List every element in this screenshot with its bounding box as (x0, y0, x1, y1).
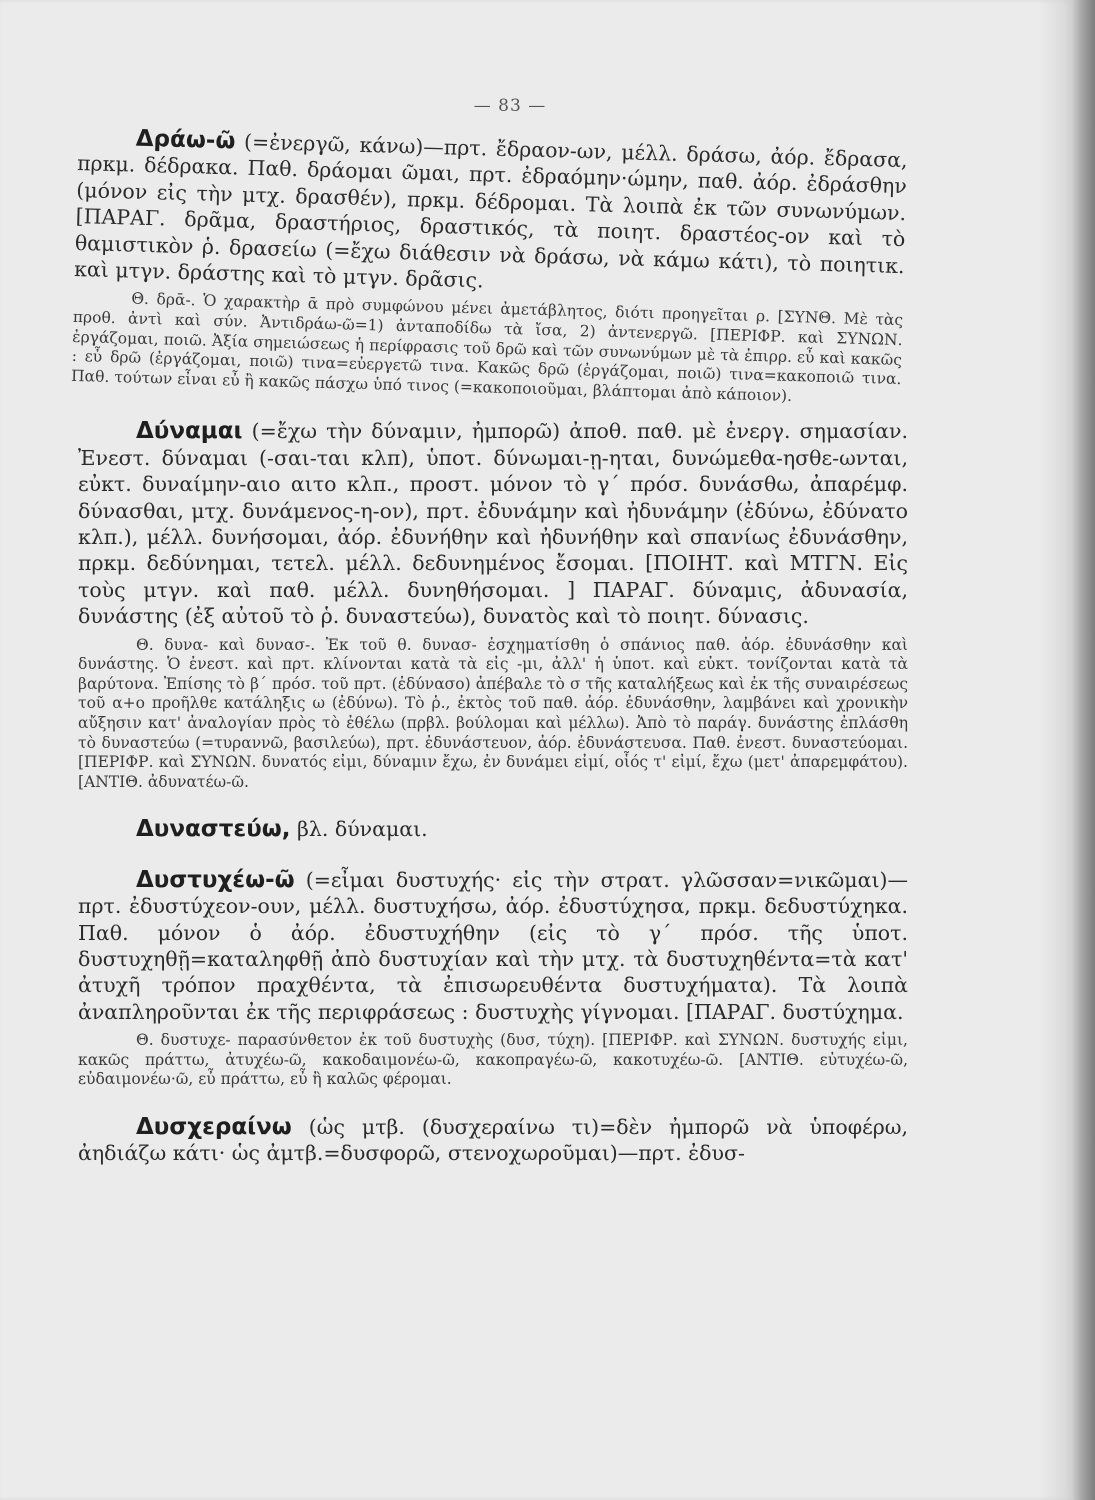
entry-text: (=ἔχω τὴν δύναμιν, ἠμπορῶ) ἀποθ. παθ. μὲ ἐνεργ. σημασίαν. Ἐνεστ. δύναμαι (-σαι-ται κλπ), ὑποτ. δύνωμαι-ῃ-ηται, δυνώμεθα-ησθε-ωνται, εὐκτ. δυναίμην-αιο αιτο κλπ., προστ. μόνον τὸ γ΄ πρόσ. δυνάσθω, ἀπαρέμφ. δύνασθαι, μτχ. δυνάμενος-η-ον), πρτ. ἐδυνάμην καὶ ἠδυνάμην (ἐδύνω, ἐδύνατο κλπ.), μέλλ. δυνήσομαι, ἀόρ. ἐδυνήθην καὶ ἠδυνήθην καὶ σπανίως ἐδυνάσθην, πρκμ. δεδύνημαι, τετελ. μέλλ. δεδυνημένος ἔσομαι. [ΠΟΙΗΤ. καὶ ΜΤΓΝ. Εἰς τοὺς μτγν. καὶ παθ. μέλλ. δυνηθήσομαι. ] ΠΑΡΑΓ. δύναμις, ἀδυνασία, δυνάστης (ἐξ αὐτοῦ τὸ ῥ. δυναστεύω), δυνατὸς καὶ τὸ ποιητ. δύνασις. (78, 419, 908, 629)
entry-text: βλ. δύναμαι. (296, 817, 428, 842)
entry-dynamai (78, 418, 908, 792)
page-edge (1072, 0, 1095, 1500)
page-fold-shadow (1040, 0, 1072, 1500)
entry-text: (=εἶμαι δυστυχής· εἰς τὴν στρατ. γλῶσσαν=νικῶμαι)—πρτ. ἐδυστύχεον-ουν, μέλλ. δυστυχήσω, ἀόρ. ἐδυστύχησα, πρκμ. δεδυστύχηκα. Παθ. μόνον ὁ ἀόρ. ἐδυστυχήθην (εἰς τὸ γ΄ πρόσ. τῆς ὑποτ. δυστυχηθῇ=καταληφθῇ ἀπὸ δυστυχίαν καὶ τὴν μτχ. τὰ δυστυχηθέντα=τὰ κατ' ἀτυχῆ τρόπον πραχθέντα, τὰ ἐπισωρευθέντα δυστυχήματα). Τὰ λοιπὰ ἀναπληροῦνται ἐκ τῆς περιφράσεως : δυστυχὴς γίγνομαι. [ΠΑΡΑΓ. δυστύχημα. (78, 867, 908, 1024)
entry-dyscheraino (78, 1114, 908, 1167)
dictionary-content (70, 125, 908, 1191)
entry-text: (ὡς μτβ. (δυσχεραίνω τι)=δὲν ἠμπορῶ νὰ ὑποφέρω, ἀηδιάζω κάτι· ὡς ἀμτβ.=δυσφορῶ, στενοχωροῦμαι)—πρτ. ἐδυσ- (78, 1115, 908, 1166)
entry-body (78, 867, 908, 1025)
page-number: — 83 — (473, 96, 547, 116)
entry-body (78, 816, 908, 842)
entry-dynasteuo (78, 816, 908, 842)
headword: Δύναμαι (136, 418, 243, 445)
headword: Δυστυχέω-ῶ (136, 866, 295, 893)
entry-body (74, 124, 908, 306)
entry-dystycheo (78, 867, 908, 1090)
headword: Δράω-ῶ (135, 125, 236, 155)
entry-body (78, 418, 908, 629)
entry-note: Θ. δυνα- καὶ δυνασ-. Ἐκ τοῦ θ. δυνασ- ἐσχηματίσθη ὁ σπάνιος παθ. ἀόρ. ἐδυνάσθην καὶ δυνάστης. Ὁ ἐνεστ. καὶ πρτ. κλίνονται κατὰ τὰ εἰς -μι, ἀλλ' ἡ ὑποτ. καὶ εὐκτ. τονίζονται κατὰ τὰ βαρύτονα. Ἐπίσης τὸ β΄ πρόσ. τοῦ πρτ. (ἐδύνασο) ἀπέβαλε τὸ σ τῆς καταλήξεως καὶ ἐκ τῆς συναιρέσεως τοῦ α+ο προῆλθε κατάληξις ω (ἐδύνω). Τὸ ῥ., ἐκτὸς τοῦ παθ. ἀόρ. ἐδυνάσθην, λαμβάνει καὶ χρονικὴν αὔξησιν κατ' ἀναλογίαν πρὸς τὸ ἐθέλω (πρβλ. βούλομαι καὶ μέλλω). Ἀπὸ τὸ παράγ. δυνάστης ἐπλάσθη τὸ δυναστεύω (=τυραννῶ, βασιλεύω), πρτ. ἐδυνάστευον, ἀόρ. ἐδυνάστευσα. Παθ. ἐνεστ. δυναστεύομαι. [ΠΕΡΙΦΡ. καὶ ΣΥΝΩΝ. δυνατός εἰμι, δύναμιν ἔχω, ἐν δυνάμει εἰμί, οἷός τ' εἰμί, ἔχω (μετ' ἀπαρεμφάτου). [ΑΝΤΙΘ. ἀδυνατέω-ῶ. (78, 635, 908, 791)
entry-body (78, 1114, 908, 1167)
headword: Δυσχεραίνω (136, 1114, 292, 1141)
entry-drao (71, 124, 908, 409)
entry-note: Θ. δρᾱ-. Ὁ χαρακτὴρ ᾱ πρὸ συμφώνου μένει ἀμετάβλητος, διότι προηγεῖται ρ. [ΣΥΝΘ. Μὲ τὰς προθ. ἀντὶ καὶ σύν. Ἀντιδράω-ῶ=1) ἀνταποδίδω τὰ ἴσα, 2) ἀντενεργῶ. [ΠΕΡΙΦΡ. καὶ ΣΥΝΩΝ. ἐργάζομαι, ποιῶ. Ἀξία σημειώσεως ἡ περίφρασις τοῦ δρῶ καὶ τῶν συνωνύμων μὲ τὰ ἐπιρρ. εὖ καὶ κακῶς : εὖ δρῶ (ἐργάζομαι, ποιῶ) τινα=εὐεργετῶ τινα. Κακῶς δρῶ (ἐργάζομαι, ποιῶ) τινα=κακοποιῶ τινα. Παθ. τούτων εἶναι εὖ ἢ κακῶς πάσχω ὑπό τινος (=κακοποιοῦμαι, βλάπτομαι ἀπὸ κάποιον). (70, 289, 904, 405)
entry-note: Θ. δυστυχε- παρασύνθετον ἐκ τοῦ δυστυχὴς (δυσ, τύχη). [ΠΕΡΙΦΡ. καὶ ΣΥΝΩΝ. δυστυχής εἰμι, κακῶς πράττω, ἀτυχέω-ῶ, κακοδαιμονέω-ῶ, κακοπραγέω-ῶ, κακοτυχέω-ῶ. [ΑΝΤΙΘ. εὐτυχέω-ῶ, εὐδαιμονέω·ῶ, εὖ πράττω, εὖ ἢ καλῶς φέρομαι. (78, 1031, 908, 1089)
entry-text: (=ἐνεργῶ, κάνω)—πρτ. ἔδραον-ων, μέλλ. δράσω, ἀόρ. ἔδρασα, πρκμ. δέδρακα. Παθ. δράομαι ῶμαι, πρτ. ἐδραόμην·ώμην, παθ. ἀόρ. ἐδράσθην (μόνον εἰς τὴν μτχ. δρασθέν), πρκμ. δέδρομαι. Τὰ λοιπὰ ἐκ τῶν συνωνύμων. [ΠΑΡΑΓ. δρᾶμα, δραστήριος, δραστικός, τὰ ποιητ. δραστέος-ον καὶ τὸ θαμιστικὸν ῥ. δρασείω (=ἔχω διάθεσιν νὰ δράσω, νὰ κάμω κάτι), τὸ ποιητικ. καὶ μτγν. δράστης καὶ τὸ μτγν. δρᾶσις. (73, 129, 908, 293)
headword: Δυναστεύω, (136, 816, 291, 843)
